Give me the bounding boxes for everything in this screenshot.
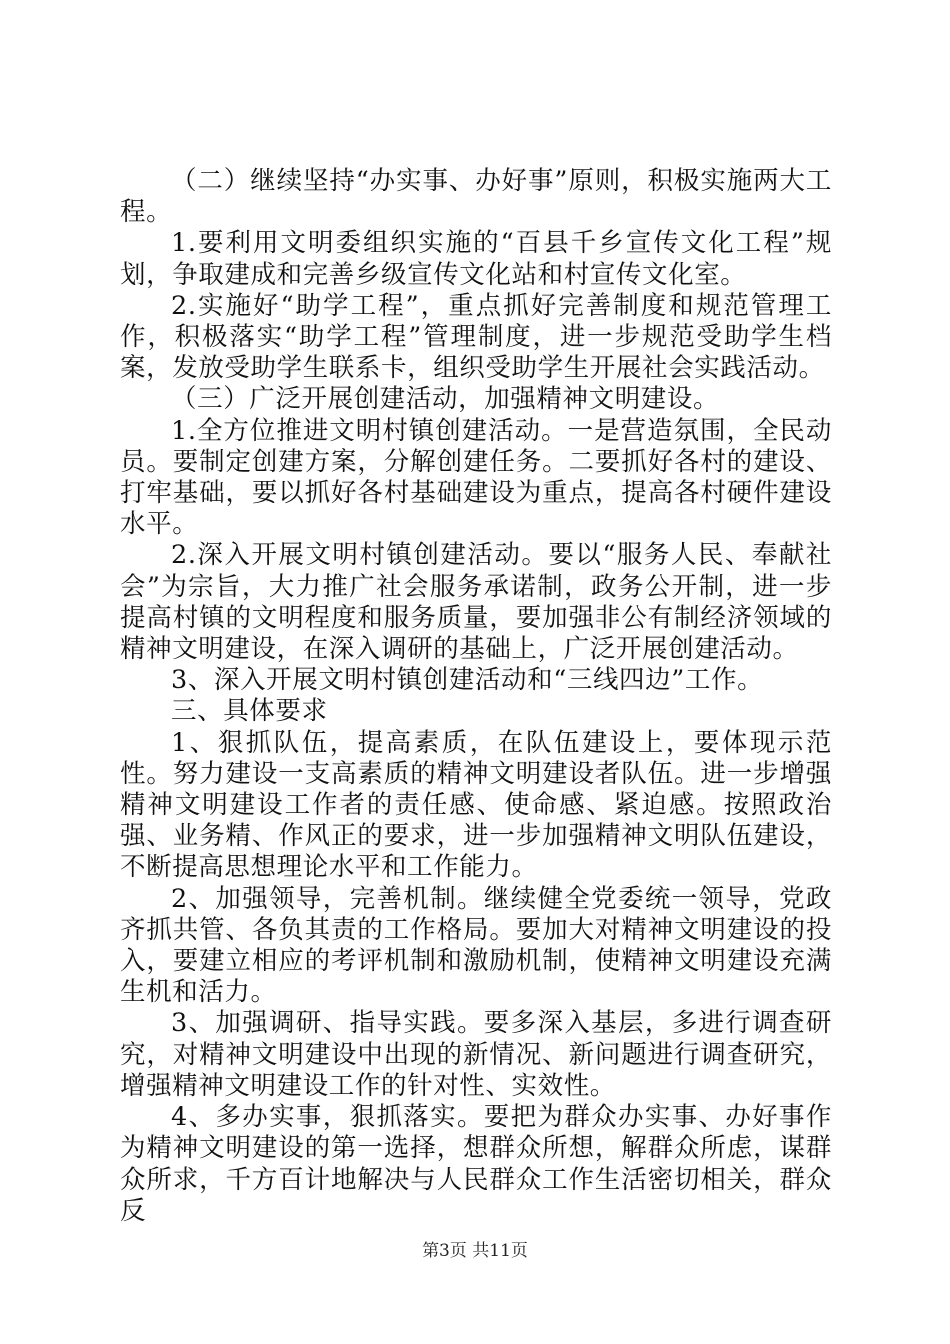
paragraph: 4、多办实事，狠抓落实。要把为群众办实事、办好事作为精神文明建设的第一选择，想群众所想，解群众所虑，谋群众所求，千方百计地解决与人民群众工作生活密切相关，群众反 xyxy=(120,1102,832,1226)
paragraph: 1.要利用文明委组织实施的“百县千乡宣传文化工程”规划，争取建成和完善乡级宣传文化站和村宣传文化室。 xyxy=(120,228,832,290)
paragraph: 2、加强领导，完善机制。继续健全党委统一领导，党政齐抓共管、各负其责的工作格局。要加大对精神文明建设的投入，要建立相应的考评机制和激励机制，使精神文明建设充满生机和活力。 xyxy=(120,883,832,1008)
paragraph: 2.深入开展文明村镇创建活动。要以“服务人民、奉献社会”为宗旨，大力推广社会服务承诺制，政务公开制，进一步提高村镇的文明程度和服务质量，要加强非公有制经济领域的精神文明建设，在深入调研的基础上，广泛开展创建活动。 xyxy=(120,540,832,665)
section-heading-2: （二）继续坚持“办实事、办好事”原则，积极实施两大工程。 xyxy=(120,166,832,228)
paragraph: 3、深入开展文明村镇创建活动和“三线四边”工作。 xyxy=(171,665,764,696)
section-heading-requirements: 三、具体要求 xyxy=(171,696,328,727)
paragraph: 1、狠抓队伍，提高素质，在队伍建设上，要体现示范性。努力建设一支高素质的精神文明建设者队伍。进一步增强精神文明建设工作者的责任感、使命感、紧迫感。按照政治强、业务精、作风正的要求，进一步加强精神文明队伍建设，不断提高思想理论水平和工作能力。 xyxy=(120,727,832,883)
page-number: 第3页 共11页 xyxy=(422,1241,528,1261)
paragraph: 1.全方位推进文明村镇创建活动。一是营造氛围，全民动员。要制定创建方案，分解创建任务。二要抓好各村的建设、打牢基础，要以抓好各村基础建设为重点，提高各村硬件建设水平。 xyxy=(120,415,832,540)
paragraph: 2.实施好“助学工程”，重点抓好完善制度和规范管理工作，积极落实“助学工程”管理制度，进一步规范受助学生档案，发放受助学生联系卡，组织受助学生开展社会实践活动。 xyxy=(120,290,832,384)
document-body xyxy=(120,166,832,1227)
paragraph: 3、加强调研、指导实践。要多深入基层，多进行调查研究，对精神文明建设中出现的新情况、新问题进行调查研究，增强精神文明建设工作的针对性、实效性。 xyxy=(120,1008,832,1101)
section-heading-3: （三）广泛开展创建活动，加强精神文明建设。 xyxy=(171,384,720,415)
